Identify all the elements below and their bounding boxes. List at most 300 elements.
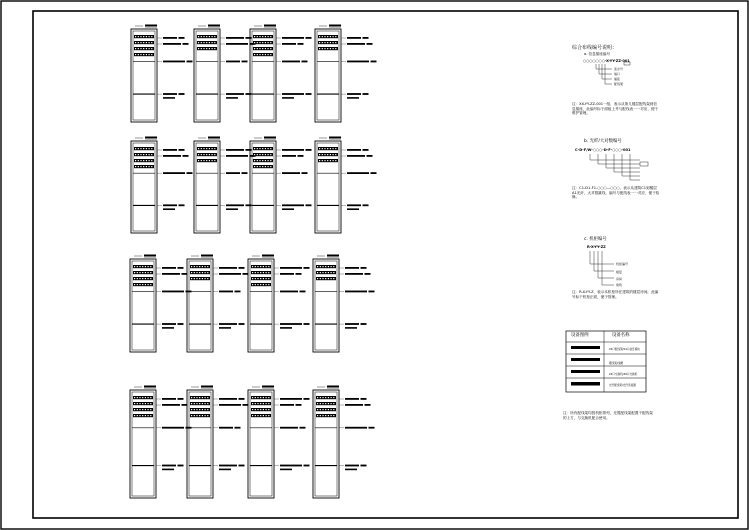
patch-port bbox=[252, 397, 253, 398]
patch-port bbox=[199, 266, 200, 267]
rack-elevation bbox=[131, 25, 193, 123]
rack-elevation bbox=[187, 386, 249, 499]
patch-port bbox=[254, 166, 255, 167]
patch-port bbox=[134, 397, 135, 398]
patch-port bbox=[268, 160, 269, 161]
leader-label-suffix bbox=[363, 93, 369, 95]
patch-port bbox=[257, 397, 258, 398]
patch-port bbox=[214, 154, 215, 155]
leader-label-suffix bbox=[363, 149, 369, 151]
cable-legend-note: 注：C1-D1-F1-○○○—○○○，表示从建筑C1到楼层A1光纤，大对数跳线，编号与配线表一一对应，便于检修。 bbox=[572, 186, 660, 200]
patch-port bbox=[202, 409, 203, 410]
leader-label bbox=[347, 93, 361, 95]
patch-port bbox=[145, 397, 146, 398]
rack-elevation bbox=[248, 255, 310, 353]
patch-port bbox=[320, 266, 321, 267]
leader-label bbox=[226, 155, 248, 157]
patch-port bbox=[201, 36, 202, 37]
patch-port bbox=[322, 48, 323, 49]
rack-title-mark bbox=[201, 255, 213, 257]
patch-port bbox=[199, 397, 200, 398]
patch-port bbox=[142, 403, 143, 404]
leader-label bbox=[219, 291, 233, 293]
rack-cabinet bbox=[130, 390, 156, 498]
leader-label-suffix bbox=[235, 427, 241, 429]
rack-elevation bbox=[194, 25, 256, 123]
patch-port bbox=[134, 266, 135, 267]
patch-port bbox=[270, 160, 271, 161]
patch-port bbox=[263, 403, 264, 404]
leader-label-suffix bbox=[246, 93, 252, 95]
patch-port bbox=[322, 409, 323, 410]
patch-port bbox=[196, 397, 197, 398]
patch-port bbox=[214, 42, 215, 43]
rack-inner-frame bbox=[250, 261, 272, 350]
patch-port bbox=[196, 272, 197, 273]
leader-label bbox=[219, 273, 241, 275]
patch-port bbox=[191, 409, 192, 410]
leader-label-suffix bbox=[239, 267, 245, 269]
rack-elevation bbox=[248, 386, 310, 499]
patch-port bbox=[328, 397, 329, 398]
patch-port bbox=[135, 166, 136, 167]
patch-port bbox=[317, 278, 318, 279]
leader-label-suffix bbox=[187, 61, 193, 63]
leader-label bbox=[226, 93, 244, 95]
patch-port bbox=[254, 148, 255, 149]
leader-label-suffix bbox=[302, 172, 308, 174]
patch-port bbox=[252, 278, 253, 279]
patch-port bbox=[206, 48, 207, 49]
leader-sublabel bbox=[280, 327, 292, 329]
leader-label-suffix bbox=[183, 155, 189, 157]
rack-inner-frame bbox=[317, 31, 339, 120]
patch-port bbox=[268, 284, 269, 285]
patch-port bbox=[143, 148, 144, 149]
patch-port bbox=[143, 48, 144, 49]
patch-port bbox=[209, 148, 210, 149]
leader-label-suffix bbox=[371, 172, 377, 174]
patch-port bbox=[328, 415, 329, 416]
patch-port bbox=[202, 266, 203, 267]
patch-port bbox=[335, 36, 336, 37]
patch-port bbox=[206, 160, 207, 161]
leader-label bbox=[226, 172, 240, 174]
patch-port bbox=[196, 278, 197, 279]
patch-port bbox=[333, 403, 334, 404]
patch-port bbox=[139, 409, 140, 410]
leader-label-suffix bbox=[361, 323, 367, 325]
leader-label-suffix bbox=[369, 291, 375, 293]
rack-title-mark bbox=[208, 137, 220, 139]
leader-label bbox=[345, 291, 367, 293]
patch-port bbox=[330, 148, 331, 149]
leader-label-suffix bbox=[304, 398, 310, 400]
patch-port bbox=[199, 403, 200, 404]
leader-label-suffix bbox=[239, 323, 245, 325]
patch-port bbox=[260, 278, 261, 279]
patch-port bbox=[150, 272, 151, 273]
leader-label bbox=[347, 149, 361, 151]
patch-port bbox=[140, 48, 141, 49]
leader-label-suffix bbox=[361, 267, 367, 269]
rack-elevation bbox=[315, 137, 377, 234]
patch-port bbox=[325, 266, 326, 267]
patch-port bbox=[134, 272, 135, 273]
patch-port bbox=[139, 403, 140, 404]
leader-label bbox=[162, 323, 176, 325]
patch-port bbox=[320, 409, 321, 410]
rack-elevation bbox=[250, 25, 312, 123]
leader-label bbox=[226, 43, 248, 45]
patch-port bbox=[259, 48, 260, 49]
patch-port bbox=[205, 403, 206, 404]
patch-port bbox=[317, 415, 318, 416]
patch-port bbox=[268, 409, 269, 410]
patch-port bbox=[331, 403, 332, 404]
leader-sublabel bbox=[226, 208, 238, 210]
patch-port bbox=[207, 415, 208, 416]
patch-port bbox=[138, 148, 139, 149]
patch-port bbox=[142, 397, 143, 398]
patch-port bbox=[325, 278, 326, 279]
patch-port bbox=[207, 266, 208, 267]
patch-port bbox=[260, 272, 261, 273]
patch-port bbox=[268, 42, 269, 43]
patch-port bbox=[191, 403, 192, 404]
patch-port bbox=[206, 148, 207, 149]
patch-port bbox=[270, 148, 271, 149]
patch-port bbox=[254, 154, 255, 155]
patch-port bbox=[151, 48, 152, 49]
patch-port bbox=[262, 48, 263, 49]
leader-label-suffix bbox=[178, 398, 184, 400]
patch-port bbox=[257, 266, 258, 267]
patch-port bbox=[327, 148, 328, 149]
patch-port bbox=[202, 278, 203, 279]
patch-port bbox=[259, 148, 260, 149]
patch-port bbox=[265, 48, 266, 49]
patch-port bbox=[252, 415, 253, 416]
patch-port bbox=[201, 148, 202, 149]
patch-port bbox=[135, 36, 136, 37]
patch-port bbox=[322, 148, 323, 149]
patch-port bbox=[322, 36, 323, 37]
patch-port bbox=[138, 36, 139, 37]
leader-label-suffix bbox=[178, 465, 184, 467]
table-legend-symbol bbox=[571, 358, 600, 361]
patch-port bbox=[145, 272, 146, 273]
patch-port bbox=[324, 48, 325, 49]
leader-sublabel bbox=[347, 208, 359, 210]
rack-inner-frame bbox=[315, 261, 337, 350]
patch-port bbox=[205, 415, 206, 416]
patch-port bbox=[325, 397, 326, 398]
patch-port bbox=[205, 409, 206, 410]
patch-port bbox=[324, 148, 325, 149]
leader-label bbox=[282, 204, 304, 206]
leader-sublabel bbox=[226, 97, 238, 99]
patch-port bbox=[327, 154, 328, 155]
patch-port bbox=[266, 409, 267, 410]
patch-port bbox=[140, 42, 141, 43]
table-header-name: 设备名称 bbox=[612, 333, 630, 338]
patch-port bbox=[145, 284, 146, 285]
patch-port bbox=[252, 284, 253, 285]
patch-port bbox=[196, 409, 197, 410]
patch-port bbox=[146, 42, 147, 43]
patch-port bbox=[203, 42, 204, 43]
patch-port bbox=[138, 54, 139, 55]
patch-port bbox=[328, 272, 329, 273]
patch-port bbox=[149, 42, 150, 43]
patch-port bbox=[145, 409, 146, 410]
leader-label bbox=[163, 172, 185, 174]
leader-label bbox=[226, 61, 240, 63]
leader-label-suffix bbox=[242, 172, 248, 174]
rack-field-label-3: 建筑 bbox=[616, 283, 623, 287]
patch-port bbox=[140, 160, 141, 161]
patch-port bbox=[257, 42, 258, 43]
patch-port bbox=[263, 266, 264, 267]
patch-port bbox=[140, 154, 141, 155]
patch-port bbox=[270, 54, 271, 55]
patch-port bbox=[268, 272, 269, 273]
leader-label-suffix bbox=[365, 404, 371, 406]
patch-port bbox=[255, 415, 256, 416]
leader-label-suffix bbox=[300, 291, 306, 293]
patch-port bbox=[268, 154, 269, 155]
patch-port bbox=[194, 272, 195, 273]
patch-port bbox=[333, 36, 334, 37]
patch-port bbox=[202, 272, 203, 273]
leader-label-suffix bbox=[363, 204, 369, 206]
patch-port bbox=[331, 397, 332, 398]
patch-port bbox=[205, 397, 206, 398]
patch-port bbox=[257, 415, 258, 416]
rack-inner-frame bbox=[189, 261, 211, 350]
numbering-legend-code: ○○○○○○○-X-YY-ZZ-001 bbox=[583, 59, 630, 63]
patch-port bbox=[252, 266, 253, 267]
patch-port bbox=[263, 284, 264, 285]
leader-sublabel bbox=[345, 469, 357, 471]
patch-port bbox=[331, 266, 332, 267]
patch-port bbox=[262, 148, 263, 149]
patch-port bbox=[268, 397, 269, 398]
patch-port bbox=[327, 48, 328, 49]
leader-label bbox=[163, 149, 177, 151]
leader-label-suffix bbox=[361, 398, 367, 400]
leader-label bbox=[345, 398, 359, 400]
patch-port bbox=[209, 160, 210, 161]
patch-port bbox=[137, 415, 138, 416]
rack-elevations-group bbox=[130, 25, 377, 499]
patch-port bbox=[255, 284, 256, 285]
patch-port bbox=[263, 415, 264, 416]
leader-label bbox=[280, 398, 302, 400]
leader-sublabel bbox=[282, 208, 294, 210]
leader-label bbox=[347, 155, 365, 157]
patch-port bbox=[212, 154, 213, 155]
patch-port bbox=[143, 154, 144, 155]
patch-port bbox=[257, 166, 258, 167]
patch-port bbox=[320, 403, 321, 404]
patch-port bbox=[320, 272, 321, 273]
leader-label bbox=[280, 267, 302, 269]
patch-port bbox=[139, 278, 140, 279]
patch-port bbox=[265, 166, 266, 167]
patch-port bbox=[137, 278, 138, 279]
patch-port bbox=[138, 154, 139, 155]
leader-label-suffix bbox=[369, 427, 375, 429]
leader-sublabel bbox=[219, 327, 231, 329]
patch-port bbox=[207, 397, 208, 398]
numbering-field-label-3: 配线架 bbox=[614, 82, 624, 86]
rack-title-mark bbox=[208, 25, 220, 27]
leader-sublabel bbox=[282, 97, 294, 99]
patch-port bbox=[202, 415, 203, 416]
leader-label-suffix bbox=[304, 465, 310, 467]
patch-port bbox=[140, 148, 141, 149]
leader-label bbox=[282, 172, 300, 174]
leader-label bbox=[219, 404, 241, 406]
patch-port bbox=[260, 415, 261, 416]
rack-cabinet bbox=[248, 390, 274, 498]
patch-port bbox=[319, 42, 320, 43]
patch-port bbox=[212, 42, 213, 43]
patch-port bbox=[324, 154, 325, 155]
patch-port bbox=[333, 266, 334, 267]
leader-label-suffix bbox=[242, 61, 248, 63]
patch-port bbox=[260, 284, 261, 285]
patch-port bbox=[328, 403, 329, 404]
patch-port bbox=[149, 166, 150, 167]
patch-port bbox=[268, 278, 269, 279]
leader-label bbox=[347, 37, 361, 39]
leader-label bbox=[163, 155, 181, 157]
patch-port bbox=[140, 36, 141, 37]
patch-port bbox=[198, 154, 199, 155]
patch-port bbox=[191, 397, 192, 398]
rack-title-mark bbox=[201, 386, 213, 388]
leader-label bbox=[345, 427, 367, 429]
patch-port bbox=[206, 36, 207, 37]
leader-label bbox=[282, 93, 304, 95]
patch-port bbox=[148, 409, 149, 410]
leader-label bbox=[280, 291, 298, 293]
leader-label-suffix bbox=[179, 149, 185, 151]
leader-label bbox=[347, 43, 365, 45]
numbering-field-label-2: 插座 bbox=[614, 77, 621, 81]
patch-port bbox=[209, 36, 210, 37]
patch-port bbox=[151, 36, 152, 37]
patch-port bbox=[333, 48, 334, 49]
patch-port bbox=[265, 42, 266, 43]
patch-port bbox=[335, 160, 336, 161]
patch-port bbox=[317, 272, 318, 273]
numbering-legend-note: 注：XX-YY-ZZ-001一组，表示从第几楼层配线架到信息插座，此编号标于面板上并与配线表一一对应，便于维护管理。 bbox=[572, 102, 659, 116]
patch-port bbox=[320, 415, 321, 416]
patch-port bbox=[142, 284, 143, 285]
patch-port bbox=[143, 36, 144, 37]
patch-port bbox=[134, 284, 135, 285]
patch-port bbox=[203, 36, 204, 37]
patch-port bbox=[324, 36, 325, 37]
patch-port bbox=[259, 36, 260, 37]
leader-label bbox=[282, 37, 304, 39]
patch-port bbox=[270, 42, 271, 43]
patch-port bbox=[142, 278, 143, 279]
leader-label bbox=[162, 273, 180, 275]
leader-label-suffix bbox=[179, 37, 185, 39]
patch-port bbox=[146, 166, 147, 167]
patch-port bbox=[139, 284, 140, 285]
leader-label-suffix bbox=[367, 43, 373, 45]
patch-port bbox=[328, 278, 329, 279]
rack-elevation bbox=[131, 137, 193, 234]
patch-port bbox=[149, 48, 150, 49]
leader-label bbox=[345, 465, 359, 467]
patch-port bbox=[134, 409, 135, 410]
patch-port bbox=[143, 54, 144, 55]
patch-port bbox=[214, 148, 215, 149]
rack-inner-frame bbox=[315, 392, 337, 496]
patch-port bbox=[322, 278, 323, 279]
patch-port bbox=[203, 48, 204, 49]
patch-port bbox=[257, 272, 258, 273]
patch-port bbox=[252, 272, 253, 273]
rack-title-mark bbox=[329, 137, 341, 139]
leader-label bbox=[280, 273, 294, 275]
patch-port bbox=[135, 148, 136, 149]
patch-port bbox=[333, 154, 334, 155]
leader-label bbox=[162, 267, 176, 269]
patch-port bbox=[201, 154, 202, 155]
patch-port bbox=[259, 42, 260, 43]
patch-port bbox=[134, 415, 135, 416]
patch-port bbox=[325, 403, 326, 404]
leader-label-suffix bbox=[246, 37, 252, 39]
rack-title-mark bbox=[264, 25, 276, 27]
leader-sublabel bbox=[162, 469, 174, 471]
leader-label bbox=[347, 204, 361, 206]
patch-port bbox=[148, 403, 149, 404]
rack-legend-title: c. 机柜编号 bbox=[584, 237, 607, 242]
leader-label-suffix bbox=[365, 273, 371, 275]
patch-port bbox=[139, 266, 140, 267]
patch-port bbox=[325, 272, 326, 273]
patch-port bbox=[319, 48, 320, 49]
patch-port bbox=[265, 54, 266, 55]
patch-port bbox=[137, 272, 138, 273]
patch-port bbox=[325, 415, 326, 416]
patch-port bbox=[333, 409, 334, 410]
patch-port bbox=[203, 160, 204, 161]
patch-port bbox=[137, 403, 138, 404]
patch-port bbox=[322, 272, 323, 273]
rack-cabinet bbox=[313, 390, 339, 498]
patch-port bbox=[146, 154, 147, 155]
patch-port bbox=[149, 54, 150, 55]
patch-port bbox=[260, 397, 261, 398]
leader-sublabel bbox=[345, 327, 357, 329]
table-row-name-1: 理线架/线槽 bbox=[609, 362, 623, 365]
patch-port bbox=[151, 54, 152, 55]
table-legend-symbol bbox=[571, 382, 600, 386]
patch-port bbox=[148, 278, 149, 279]
patch-port bbox=[255, 266, 256, 267]
leader-label bbox=[163, 43, 181, 45]
